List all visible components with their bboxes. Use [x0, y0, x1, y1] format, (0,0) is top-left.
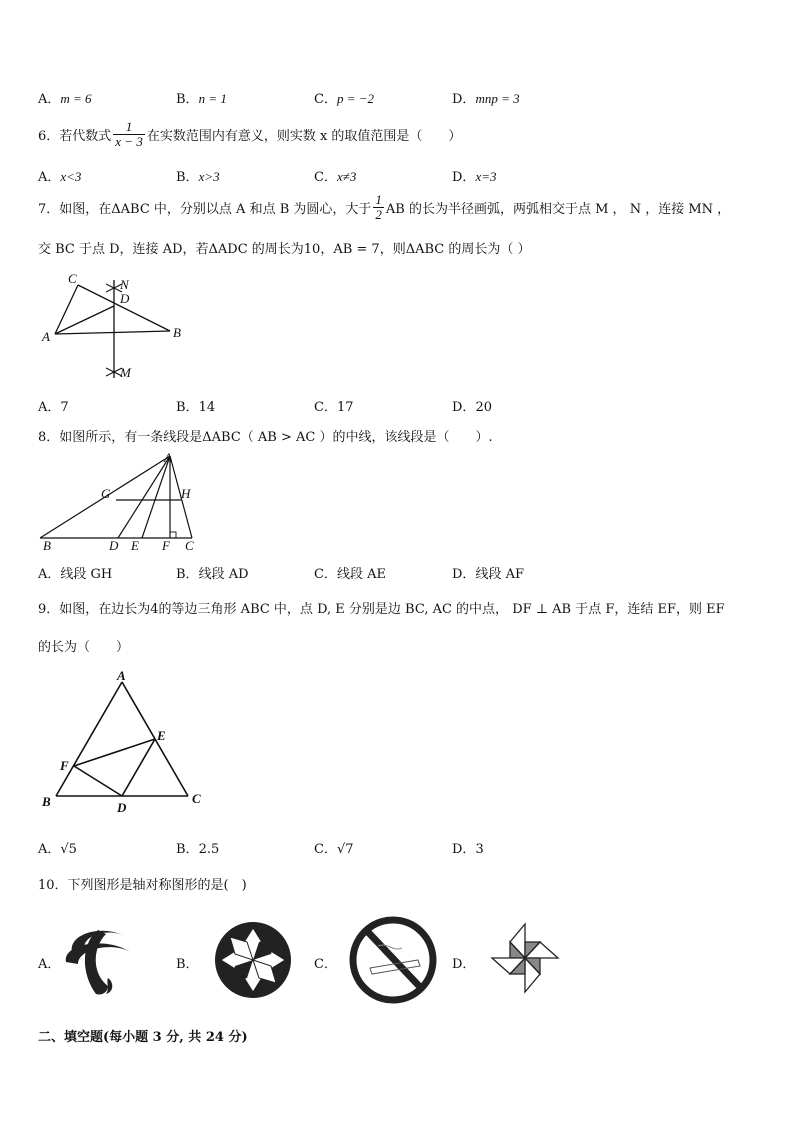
q8-label-b: B — [43, 538, 51, 553]
q10-stem: 10．下列图形是轴对称图形的是( ) — [38, 878, 247, 893]
q5-option-b: B．n = 1 — [176, 91, 227, 107]
q6-stem: 6．若代数式 $\frac{1}{x - 3}$ 在实数范围内有意义，则实数 x 的取值范围是（ ） — [38, 119, 462, 149]
q8-option-a: A．线段 GH — [38, 567, 113, 582]
q7-option-b: B．14 — [176, 400, 216, 415]
q9-label-b: B — [42, 794, 51, 809]
q10-option-d-label: D． — [452, 957, 476, 972]
q10-option-a-label: A． — [38, 957, 61, 972]
q5-option-a: A．m = 6 — [38, 91, 92, 107]
q6-option-a: A．x<3 — [38, 169, 82, 185]
q7-stem-line1: 7．如图，在ΔABC 中，分别以点 A 和点 B 为圆心，大于 $\frac{1}{2}$ AB 的长为半径画弧，两弧相交于点 M ， N ，连接 MN ， — [38, 192, 731, 222]
q9-stem-line2: 的长为（ ） — [38, 640, 130, 655]
q10-option-c-label: C． — [314, 957, 337, 972]
q8-label-a: A — [164, 450, 172, 465]
q8-label-h: H — [181, 486, 191, 501]
q7-label-m: M — [120, 365, 131, 380]
q7-option-d: D．20 — [452, 400, 492, 415]
q7-fraction: $\frac{1}{2}$ — [375, 192, 382, 222]
q7-label-b: B — [173, 325, 181, 340]
q7-label-n: N — [120, 277, 129, 292]
q9-label-c: C — [192, 791, 201, 806]
q9-option-c: C．√7 — [314, 842, 354, 857]
q5-option-d: D．mnp = 3 — [452, 91, 520, 107]
q8-label-f: F — [162, 538, 170, 553]
q8-option-b: B．线段 AD — [176, 567, 249, 582]
q6-fraction: $\frac{1}{x - 3}$ — [115, 119, 143, 149]
q8-label-e: E — [131, 538, 139, 553]
q7-option-a: A．7 — [38, 400, 69, 415]
q6-option-d: D．x=3 — [452, 169, 497, 185]
q6-option-b: B．x>3 — [176, 169, 220, 185]
q7-label-c: C — [68, 271, 77, 286]
q10-option-b-label: B． — [176, 957, 199, 972]
q9-option-a: A．√5 — [38, 842, 77, 857]
q8-stem: 8．如图所示，有一条线段是ΔABC（ AB > AC ）的中线，该线段是（ ）. — [38, 430, 493, 445]
q9-label-e: E — [157, 728, 166, 743]
q8-label-c: C — [185, 538, 194, 553]
q9-label-a: A — [117, 668, 126, 683]
telecom-logo-icon — [62, 922, 134, 998]
q8-option-d: D．线段 AF — [452, 567, 524, 582]
q9-stem-line1: 9．如图，在边长为4的等边三角形 ABC 中，点 D, E 分别是边 BC, AC 的中点， DF ⊥ AB 于点 F，连结 EF，则 EF — [38, 602, 725, 617]
pinwheel-icon — [488, 920, 562, 996]
q9-label-d: D — [117, 800, 127, 815]
q7-stem-line2: 交 BC 于点 D，连接 AD，若ΔADC 的周长为10，AB = 7，则ΔABC 的周长为（ ） — [38, 242, 531, 257]
q7-label-d: D — [120, 291, 130, 306]
q8-option-c: C．线段 AE — [314, 567, 386, 582]
q6-option-c: C．x≠3 — [314, 169, 357, 185]
q9-label-f: F — [60, 758, 69, 773]
q7-option-c: C．17 — [314, 400, 354, 415]
octagon-flower-icon — [213, 920, 293, 1000]
no-smoking-icon — [348, 916, 438, 1004]
section-2-title: 二、填空题(每小题 3 分, 共 24 分) — [38, 1030, 248, 1045]
q8-label-d: D — [109, 538, 119, 553]
q8-label-g: G — [101, 486, 111, 501]
q9-option-b: B．2.5 — [176, 842, 220, 857]
q5-option-c: C．p = −2 — [314, 91, 374, 107]
q7-label-a: A — [42, 329, 50, 344]
q9-option-d: D．3 — [452, 842, 484, 857]
